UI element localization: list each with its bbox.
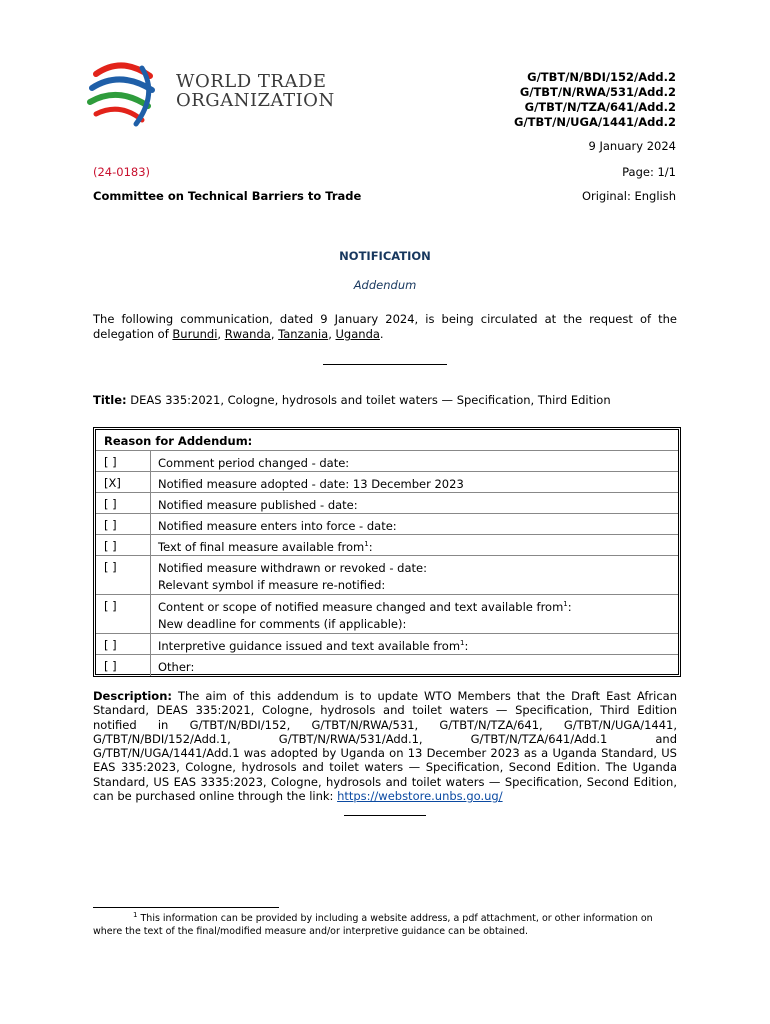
reason-text xyxy=(158,638,468,655)
separator-line xyxy=(323,364,447,365)
reason-text xyxy=(158,518,397,535)
reason-subline: New deadline for comments (if applicable): xyxy=(158,617,407,631)
description-label: Description: xyxy=(93,689,172,703)
reason-text xyxy=(158,497,358,514)
reason-line xyxy=(158,455,349,472)
reason-colon: : xyxy=(464,639,469,653)
reason-label: Interpretive guidance issued and text available from xyxy=(158,639,461,653)
reason-row xyxy=(96,555,678,595)
reason-text xyxy=(158,476,464,493)
reason-row xyxy=(96,594,678,634)
document-number: (24-0183) xyxy=(93,165,151,179)
reason-label: Other: xyxy=(158,660,195,674)
intro-paragraph: The following communication, dated 9 January 2024, is being circulated at the request of the delegation of Burundi, Rwanda, Tanzania, Uganda. xyxy=(93,312,677,341)
footnote-text: This information can be provided by including a website address, a pdf attachment, or other information on where the text of the final/modified measure and/or interpretive guidance can be obtained. xyxy=(93,913,653,937)
country-burundi[interactable]: Burundi xyxy=(172,327,218,341)
column-divider xyxy=(150,634,151,655)
description-text: The aim of this addendum is to update WTO Members that the Draft East African Standard, DEAS 335:2021, Cologne, hydrosols and toilet waters — Specification, Third Edition notified in G/TBT/N/BDI/152, G/TBT/N/RWA/531, G/TBT/N/TZA/641, G/TBT/N/UGA/1441, G/TBT/N/BDI/152/Add.1, G/TBT/N/RWA/531/Add.1, G/TBT/N/TZA/641/Add.1 and G/TBT/N/UGA/1441/Add.1 was adopted by Uganda on 13 December 2023 as a Uganda Standard, US EAS 335:2023, Cologne, hydrosols and toilet waters — Specification, Second Edition. The Uganda Standard, US EAS 3335:2023, Cologne, hydrosols and toilet waters — Specification, Second Edition, can be purchased online through the link: xyxy=(93,689,677,804)
column-divider xyxy=(150,595,151,634)
reason-line xyxy=(158,539,373,556)
reason-row xyxy=(96,534,678,556)
reason-text xyxy=(158,599,572,633)
webstore-link[interactable]: https://webstore.unbs.go.ug/ xyxy=(337,789,503,804)
measure-title xyxy=(93,393,693,407)
footnote-rule xyxy=(93,907,279,908)
document-date: 9 January 2024 xyxy=(588,139,676,153)
reason-colon: : xyxy=(567,600,572,614)
column-divider xyxy=(150,535,151,556)
reason-row xyxy=(96,654,678,676)
column-divider xyxy=(150,451,151,472)
reason-checkbox: [ ] xyxy=(104,659,117,673)
page-number: Page: 1/1 xyxy=(622,165,676,179)
reason-checkbox: [ ] xyxy=(104,599,117,613)
symbol-rwa: G/TBT/N/RWA/531/Add.2 xyxy=(519,85,676,99)
reason-label: Notified measure withdrawn or revoked - date: xyxy=(158,561,427,575)
title-text: DEAS 335:2021, Cologne, hydrosols and toilet waters — Specification, Third Edition xyxy=(126,393,611,407)
title-label: Title: xyxy=(93,393,127,407)
symbol-tza: G/TBT/N/TZA/641/Add.2 xyxy=(524,100,676,114)
reason-label: Notified measure published - date: xyxy=(158,498,358,512)
country-uganda[interactable]: Uganda xyxy=(335,327,380,341)
notification-subheading: Addendum xyxy=(353,278,417,292)
org-name xyxy=(176,72,335,110)
symbol-uga: G/TBT/N/UGA/1441/Add.2 xyxy=(514,115,676,129)
reason-table xyxy=(93,427,681,677)
reason-colon: : xyxy=(368,540,373,554)
reason-checkbox: [ ] xyxy=(104,638,117,652)
wto-emblem-icon xyxy=(82,58,162,130)
reason-text xyxy=(158,539,373,556)
reason-row xyxy=(96,450,678,472)
committee-name: Committee on Technical Barriers to Trade xyxy=(93,189,362,203)
intro-end: . xyxy=(379,327,384,341)
reason-checkbox: [X] xyxy=(104,476,121,490)
reason-label: Content or scope of notified measure changed and text available from xyxy=(158,600,564,614)
reason-label: Notified measure enters into force - date: xyxy=(158,519,397,533)
reason-line xyxy=(158,659,194,676)
reason-checkbox: [ ] xyxy=(104,497,117,511)
reason-line xyxy=(158,518,397,535)
notification-heading: NOTIFICATION xyxy=(339,249,431,263)
reason-line xyxy=(158,497,358,514)
footnote-ref: 1 xyxy=(364,540,369,549)
reason-text xyxy=(158,560,427,594)
column-divider xyxy=(150,472,151,493)
reason-label: Comment period changed - date: xyxy=(158,456,350,470)
reason-checkbox: [ ] xyxy=(104,539,117,553)
reason-checkbox: [ ] xyxy=(104,455,117,469)
reason-checkbox: [ ] xyxy=(104,560,117,574)
intro-text: The following communication, dated 9 January 2024, is being circulated at the request of the delegation of xyxy=(93,312,677,341)
org-name-line1: WORLD TRADE xyxy=(176,71,327,92)
reason-row xyxy=(96,633,678,655)
reason-row xyxy=(96,492,678,514)
reason-line xyxy=(158,599,572,616)
description-paragraph xyxy=(93,689,677,803)
wto-logo xyxy=(82,58,342,130)
reason-line xyxy=(158,476,464,493)
column-divider xyxy=(150,556,151,595)
reason-line xyxy=(158,638,468,655)
reason-subline: Relevant symbol if measure re-notified: xyxy=(158,578,386,592)
reason-line xyxy=(158,560,427,577)
reason-heading: Reason for Addendum: xyxy=(104,434,253,448)
end-separator-line xyxy=(344,815,426,816)
country-tanzania[interactable]: Tanzania xyxy=(278,327,329,341)
symbol-bdi: G/TBT/N/BDI/152/Add.2 xyxy=(527,70,676,84)
reason-label: Text of final measure available from xyxy=(158,540,365,554)
reason-label: Notified measure adopted - date: 13 December 2023 xyxy=(158,477,464,491)
reason-row xyxy=(96,471,678,493)
column-divider xyxy=(150,493,151,514)
org-name-line2: ORGANIZATION xyxy=(176,90,335,111)
footnote xyxy=(93,912,677,938)
country-rwanda[interactable]: Rwanda xyxy=(224,327,271,341)
footnote-ref: 1 xyxy=(563,600,568,609)
reason-text xyxy=(158,659,194,676)
footnote-ref: 1 xyxy=(460,639,465,648)
reason-checkbox: [ ] xyxy=(104,518,117,532)
column-divider xyxy=(150,655,151,676)
original-language: Original: English xyxy=(581,189,676,203)
reason-row xyxy=(96,513,678,535)
column-divider xyxy=(150,514,151,535)
document-symbols xyxy=(514,70,676,130)
footnote-number: 1 xyxy=(133,910,138,919)
reason-text xyxy=(158,455,349,472)
